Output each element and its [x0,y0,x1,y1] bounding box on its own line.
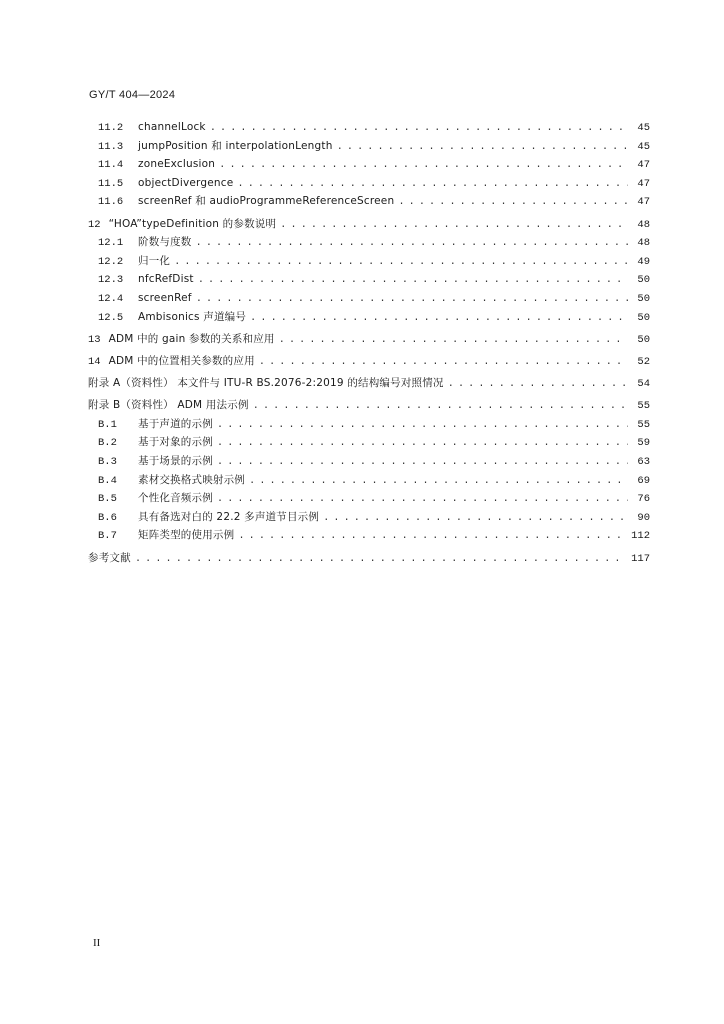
toc-entry[interactable] [88,415,650,434]
toc-entry-number: 13 [88,333,101,346]
toc-entry-page: 45 [637,140,650,153]
toc-entry-title: ADM 中的 gain 参数的关系和应用 [108,332,275,345]
toc-entry-number: 12.3 [98,274,124,287]
toc-entry-number: 14 [88,355,101,368]
toc-entry-number: 11.4 [98,159,124,172]
toc-entry-title: channelLock [138,121,206,133]
toc-entry[interactable] [88,308,650,327]
toc-dot-leader [219,156,628,174]
toc-dot-leader [259,353,628,371]
toc-entry-number: 12.1 [98,237,124,250]
toc-entry-title: jumpPosition 和 interpolationLength [138,139,333,152]
toc-dot-leader [135,550,627,568]
toc-entry-page: 112 [631,530,650,543]
toc-dot-leader [217,416,628,434]
toc-entry[interactable] [88,330,650,349]
toc-entry-number: 12.2 [98,255,124,268]
toc-entry-title: 附录 B（资料性） ADM 用法示例 [88,399,249,412]
toc-entry-page: 59 [637,437,650,450]
toc-entry-title: ADM 中的位置相关参数的应用 [108,354,255,367]
toc-dot-leader [250,309,628,327]
toc-dot-leader [210,119,628,137]
document-header-code: GY/T 404—2024 [89,89,176,101]
toc-entry[interactable] [88,526,650,545]
toc-entry[interactable] [88,433,650,452]
toc-entry-page: 50 [637,292,650,305]
toc-dot-leader [337,138,628,156]
toc-entry-title: 基于场景的示例 [138,455,213,468]
toc-entry-page: 55 [637,400,650,413]
toc-entry-page: 90 [637,511,650,524]
toc-dot-leader [217,490,628,508]
toc-entry-title: 素材交换格式映射示例 [138,473,245,486]
toc-entry-number: B.7 [98,530,117,543]
toc-entry-number: 11.2 [98,122,124,134]
toc-entry-page: 49 [637,255,650,268]
toc-dot-leader [323,509,628,527]
toc-dot-leader [448,375,628,393]
toc-entry-page: 76 [637,493,650,506]
toc-dot-leader [217,453,628,471]
toc-entry[interactable] [88,508,650,527]
toc-entry[interactable] [88,396,650,415]
toc-entry[interactable] [88,270,650,289]
toc-entry-number: 12.4 [98,292,124,305]
toc-dot-leader [196,290,628,308]
toc-dot-leader [237,175,628,193]
toc-entry-number: B.3 [98,456,117,469]
toc-entry-title: nfcRefDist [138,273,194,286]
toc-entry-page: 63 [637,456,650,469]
toc-dot-leader [174,253,628,271]
toc-entry-title: “HOA”typeDefinition 的参数说明 [108,217,277,230]
toc-dot-leader [198,271,628,289]
toc-entry-page: 47 [637,159,650,172]
toc-entry-number: 12 [88,218,101,231]
toc-entry-title: 个性化音频示例 [138,492,213,505]
toc-entry-page: 50 [637,333,650,346]
toc-dot-leader [249,472,628,490]
toc-entry-title: screenRef 和 audioProgrammeReferenceScreen [138,195,395,208]
toc-entry[interactable] [88,118,650,137]
toc-entry[interactable] [88,289,650,308]
toc-entry-page: 45 [637,122,650,134]
toc-dot-leader [398,193,628,211]
toc-entry-page: 48 [637,237,650,250]
toc-entry[interactable] [88,192,650,211]
toc-entry-page: 47 [637,196,650,209]
table-of-contents [88,118,650,567]
toc-entry-page: 50 [637,311,650,324]
toc-entry-page: 48 [637,218,650,231]
toc-entry-number: 11.5 [98,177,124,190]
toc-entry-title: objectDivergence [138,176,234,189]
toc-entry-number: B.6 [98,511,117,524]
toc-entry[interactable] [88,252,650,271]
toc-entry[interactable] [88,174,650,193]
toc-entry-title: 参考文献 [88,551,131,564]
toc-dot-leader [253,397,628,415]
toc-entry-title: 具有备选对白的 22.2 多声道节目示例 [138,510,320,523]
toc-entry[interactable] [88,374,650,393]
toc-entry-page: 69 [637,474,650,487]
toc-entry[interactable] [88,471,650,490]
toc-entry-number: B.1 [98,418,117,431]
toc-dot-leader [280,216,628,234]
toc-dot-leader [238,527,627,545]
toc-entry-page: 52 [637,355,650,368]
toc-dot-leader [279,331,628,349]
toc-entry-number: B.5 [98,493,117,506]
toc-entry-page: 47 [637,177,650,190]
toc-dot-leader [217,434,628,452]
toc-entry-page: 117 [631,552,650,565]
toc-entry[interactable] [88,137,650,156]
toc-entry[interactable] [88,155,650,174]
toc-entry-page: 54 [637,378,650,391]
toc-entry-title: 基于对象的示例 [138,436,213,449]
toc-entry[interactable] [88,233,650,252]
toc-entry-title: 矩阵类型的使用示例 [138,529,235,542]
toc-entry[interactable] [88,452,650,471]
toc-entry[interactable] [88,549,650,568]
toc-entry-number: B.2 [98,437,117,450]
toc-entry-number: 11.6 [98,196,124,209]
toc-entry[interactable] [88,489,650,508]
toc-entry-title: zoneExclusion [138,158,216,171]
toc-entry-title: Ambisonics 声道编号 [138,310,247,323]
toc-entry[interactable] [88,215,650,234]
toc-entry-title: 归一化 [138,254,171,267]
toc-dot-leader [196,234,629,252]
toc-entry-page: 55 [637,418,650,431]
toc-entry-page: 50 [637,274,650,287]
toc-entry-title: 附录 A（资料性） 本文件与 ITU-R BS.2076-2:2019 的结构编号对照情况 [88,377,444,390]
page-number: II [93,937,101,949]
toc-entry-title: 阶数与度数 [138,236,192,249]
toc-entry-title: screenRef [138,291,192,304]
toc-entry[interactable] [88,352,650,371]
toc-entry-number: B.4 [98,474,117,487]
toc-entry-number: 11.3 [98,140,124,153]
toc-entry-title: 基于声道的示例 [138,417,213,430]
toc-entry-number: 12.5 [98,311,124,324]
